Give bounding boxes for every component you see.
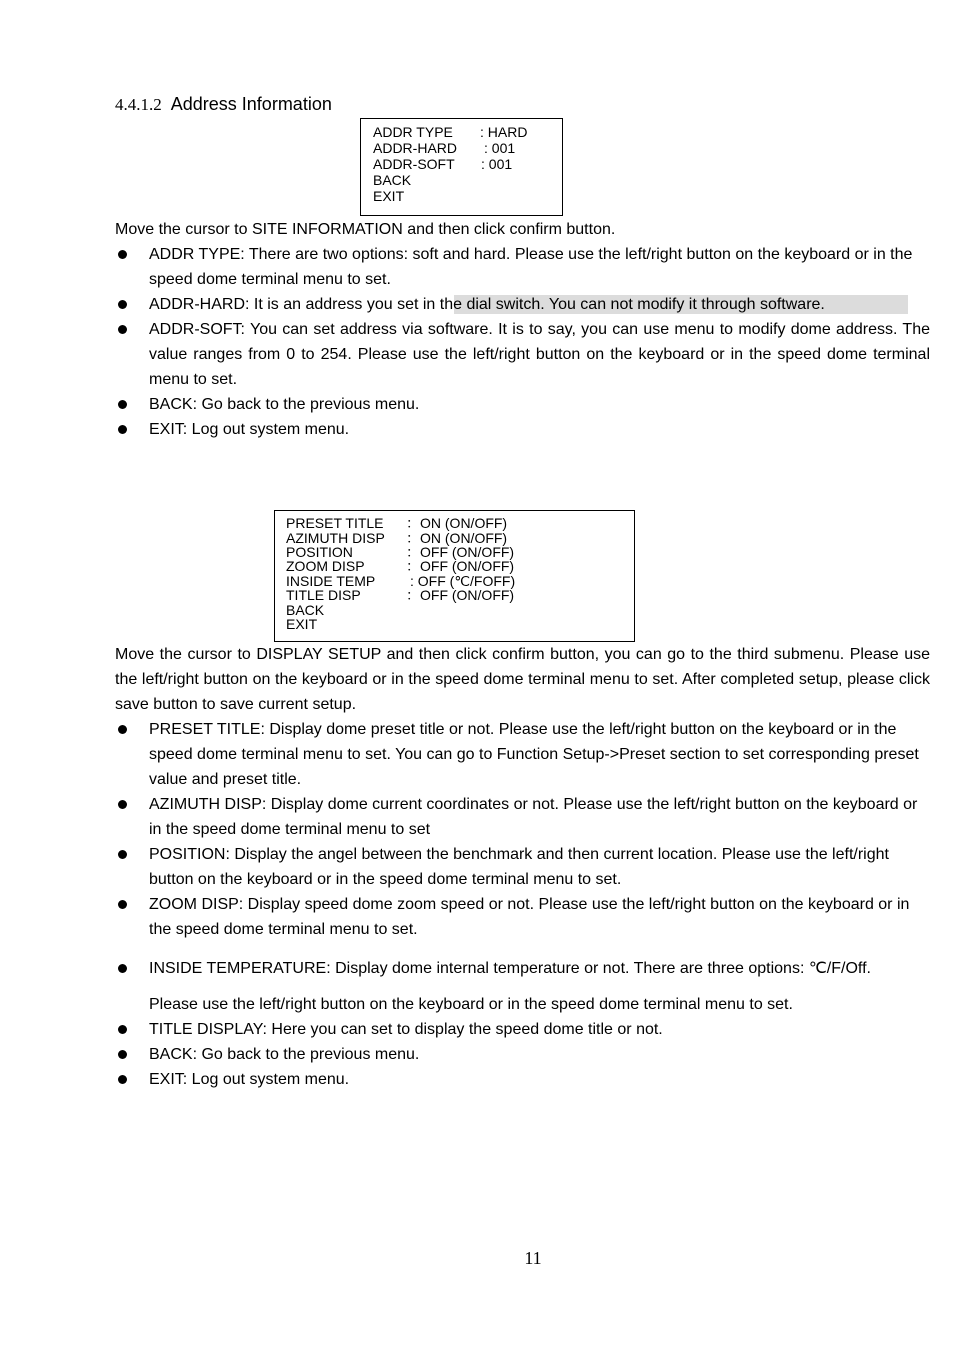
list-item: POSITION: Display the angel between the benchmark and then current location. Please use the left/right button on the keyboard or in the speed dome terminal menu to set. bbox=[115, 842, 930, 892]
menu-label-preset-title: PRESET TITLE bbox=[286, 515, 384, 531]
bullet-icon bbox=[118, 250, 127, 259]
list-item: ADDR-SOFT: You can set address via software. It is to say, you can use menu to modify dome address. The value ranges from 0 to 254. Please use the left/right button on the keyboard or in the speed dome terminal menu to set. bbox=[115, 317, 930, 392]
menu-label-addr-type: ADDR TYPE bbox=[373, 124, 453, 140]
list-item: BACK: Go back to the previous menu. bbox=[115, 392, 930, 417]
menu-label-exit: EXIT bbox=[286, 616, 318, 632]
section-number: 4.4.1.2 bbox=[115, 95, 162, 114]
bullet-icon bbox=[118, 900, 127, 909]
bullet-icon bbox=[118, 325, 127, 334]
menu-value-inside-temp: : OFF (℃/FOFF) bbox=[410, 572, 516, 589]
list-item: ADDR-HARD: It is an address you set in the dial switch. You can not modify it through software. bbox=[115, 292, 930, 317]
address-description bbox=[115, 217, 930, 442]
menu-value-azimuth-disp: ：ON (ON/OFF) bbox=[406, 529, 508, 546]
address-intro: Move the cursor to SITE INFORMATION and then click confirm button. bbox=[115, 221, 616, 238]
menu-value-position: ：OFF (ON/OFF) bbox=[406, 544, 515, 560]
address-menu-box bbox=[360, 118, 563, 216]
menu-value-preset-title: ：ON (ON/OFF) bbox=[406, 515, 508, 531]
list-item: PRESET TITLE: Display dome preset title or not. Please use the left/right button on the keyboard or in the speed dome terminal menu to set. You can go to Function Setup->Preset section to set corresponding preset value and preset title. bbox=[115, 717, 930, 792]
display-intro: Move the cursor to DISPLAY SETUP and then click confirm button, you can go to the third submenu. Please use the left/right button on the keyboard or in the speed dome terminal menu to set. After completed setup, please click save button to save current setup. bbox=[115, 646, 930, 713]
bullet-icon bbox=[118, 1050, 127, 1059]
menu-value-addr-soft: : 001 bbox=[481, 156, 513, 172]
menu-label-title-disp: TITLE DISP bbox=[286, 587, 361, 603]
bullet-icon bbox=[118, 1025, 127, 1034]
list-item: INSIDE TEMPERATURE: Display dome internal temperature or not. There are three options: ℃/F/Off. bbox=[115, 956, 930, 981]
menu-label-position: POSITION bbox=[286, 544, 353, 560]
menu-label-addr-hard: ADDR-HARD bbox=[373, 140, 457, 156]
menu-value-addr-type: : HARD bbox=[480, 124, 528, 140]
page-number: 11 bbox=[524, 1248, 542, 1268]
menu-value-title-disp: ：OFF (ON/OFF) bbox=[406, 587, 515, 603]
bullet-icon bbox=[118, 964, 127, 973]
bullet-icon bbox=[118, 425, 127, 434]
bullet-icon bbox=[118, 725, 127, 734]
menu-label-azimuth-disp: AZIMUTH DISP bbox=[286, 529, 385, 546]
bullet-icon bbox=[118, 850, 127, 859]
menu-label-zoom-disp: ZOOM DISP bbox=[286, 558, 365, 574]
bullet-icon bbox=[118, 300, 127, 309]
list-item: BACK: Go back to the previous menu. bbox=[115, 1042, 930, 1067]
list-item: EXIT: Log out system menu. bbox=[115, 1067, 930, 1092]
list-item: ZOOM DISP: Display speed dome zoom speed or not. Please use the left/right button on the keyboard or in the speed dome terminal menu to set. bbox=[115, 892, 930, 942]
menu-label-exit: EXIT bbox=[373, 188, 405, 204]
bullet-icon bbox=[118, 400, 127, 409]
display-description-end bbox=[115, 992, 930, 1092]
inside-temp-description bbox=[115, 956, 930, 981]
menu-label-back: BACK bbox=[373, 172, 412, 188]
address-bullet-list bbox=[115, 242, 930, 442]
section-heading bbox=[115, 94, 332, 115]
menu-value-zoom-disp: ：OFF (ON/OFF) bbox=[406, 558, 515, 574]
menu-value-addr-hard: : 001 bbox=[484, 140, 516, 156]
bullet-icon bbox=[118, 800, 127, 809]
list-item: ADDR TYPE: There are two options: soft and hard. Please use the left/right button on the keyboard or in the speed dome terminal menu to set. bbox=[115, 242, 930, 292]
menu-label-addr-soft: ADDR-SOFT bbox=[373, 156, 455, 172]
display-bullet-list bbox=[115, 717, 930, 942]
section-title: Address Information bbox=[170, 94, 332, 114]
menu-label-inside-temp: INSIDE TEMP bbox=[286, 572, 376, 589]
list-item: TITLE DISPLAY: Here you can set to display the speed dome title or not. bbox=[115, 1017, 930, 1042]
display-description bbox=[115, 642, 930, 942]
inside-temp-continuation: Please use the left/right button on the keyboard or in the speed dome terminal menu to set. bbox=[149, 996, 793, 1013]
list-item: AZIMUTH DISP: Display dome current coordinates or not. Please use the left/right button on the keyboard or in the speed dome terminal menu to set bbox=[115, 792, 930, 842]
menu-label-back: BACK bbox=[286, 601, 325, 618]
display-bullet-list-end bbox=[115, 1017, 930, 1092]
display-menu-box bbox=[274, 510, 635, 642]
bullet-icon bbox=[118, 1075, 127, 1084]
list-item: EXIT: Log out system menu. bbox=[115, 417, 930, 442]
inside-temp-bullet-list bbox=[115, 956, 930, 981]
